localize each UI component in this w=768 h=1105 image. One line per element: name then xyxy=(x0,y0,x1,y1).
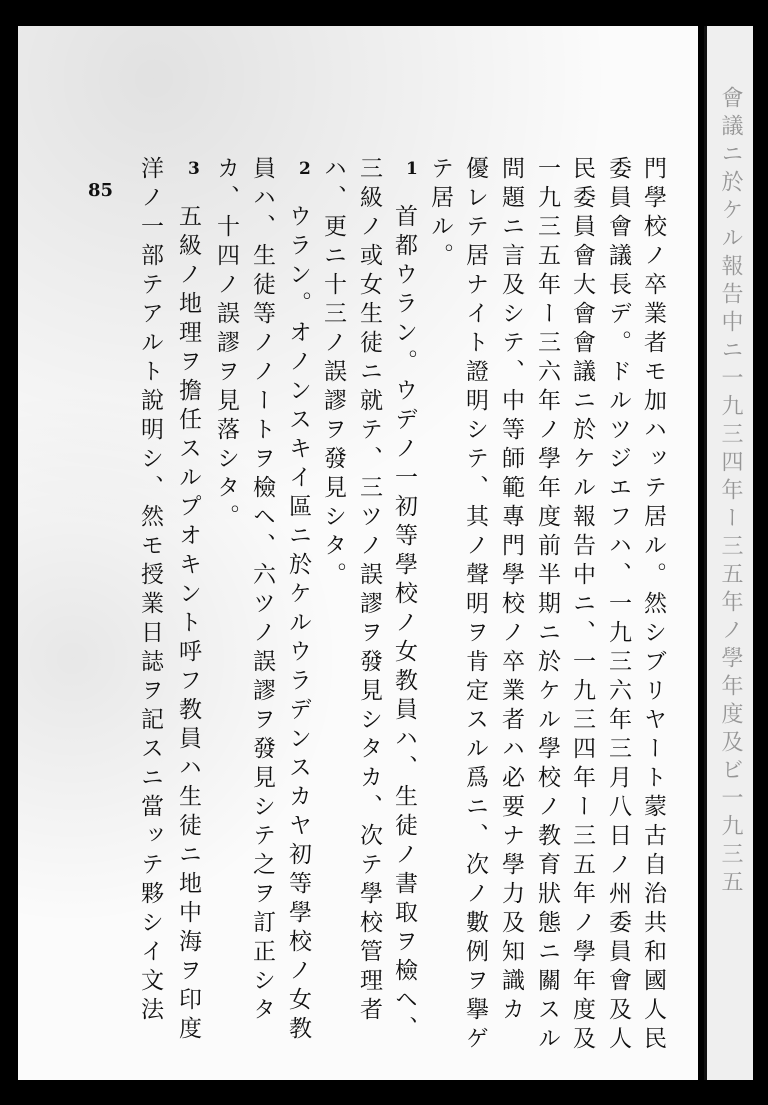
text-column-6: 優レテ居ナイト證明シテ、其ノ聲明ヲ肯定スル爲ニ、次ノ數例ヲ擧ゲ xyxy=(462,156,488,1055)
text-column-8: 首都ウラン。ウデノ一初等學校ノ女教員ハ、生徒ノ書取ヲ檢ヘ、 xyxy=(391,204,417,1045)
item-number-3: 3 xyxy=(188,159,200,179)
item-number-1: 1 xyxy=(406,159,418,179)
adjacent-page-text: 會議ニ於ケル報告中ニ一九三四年ー三五年ノ學年度及ビ一九三五 xyxy=(718,86,743,898)
text-column-10: ハ、更ニ十三ノ誤謬ヲ發見シタ。 xyxy=(320,156,346,591)
text-column-2: 委員會議長デ。ドルツジエフハ、一九三六年三月八日ノ州委員會及人 xyxy=(605,156,631,1055)
text-column-3: 民委員會大會會議ニ於ケル報告中ニ、一九三四年ー三五年ノ學年度及 xyxy=(569,156,595,1055)
scanned-page xyxy=(18,26,698,1080)
text-column-9: 三級ノ或女生徒ニ就テ、三ツノ誤謬ヲ發見シタカ、次テ學校管理者 xyxy=(356,156,382,1026)
text-column-7: テ居ル。 xyxy=(427,156,453,272)
text-column-1: 門學校ノ卒業者モ加ハッテ居ル。然シブリヤート蒙古自治共和國人民 xyxy=(640,156,666,1055)
text-column-13: カ、十四ノ誤謬ヲ見落シタ。 xyxy=(213,156,239,533)
text-column-15: 洋ノ一部テアルト說明シ、然モ授業日誌ヲ記スニ當ッテ夥シイ文法 xyxy=(137,156,163,1026)
text-column-14: 五級ノ地理ヲ擔任スルプオキント呼フ教員ハ生徒ニ地中海ヲ印度 xyxy=(175,204,201,1045)
text-column-12: 員ハ、生徒等ノノートヲ檢ヘ、六ツノ誤謬ヲ發見シテ之ヲ訂正シタ xyxy=(249,156,275,1026)
text-column-5: 問題ニ言及シテ、中等師範專門學校ノ卒業者ハ必要ナ學力及知識カ xyxy=(498,156,524,1026)
text-column-4: 一九三五年ー三六年ノ學年度前半期ニ於ケル學校ノ教育狀態ニ關スル xyxy=(534,156,560,1055)
text-column-11: ウラン。オノンスキイ區ニ於ケルウラデンスカヤ初等學校ノ女教 xyxy=(285,204,311,1045)
page-number: 85 xyxy=(88,180,114,201)
adjacent-page-edge xyxy=(704,26,753,1080)
item-number-2: 2 xyxy=(299,159,311,179)
